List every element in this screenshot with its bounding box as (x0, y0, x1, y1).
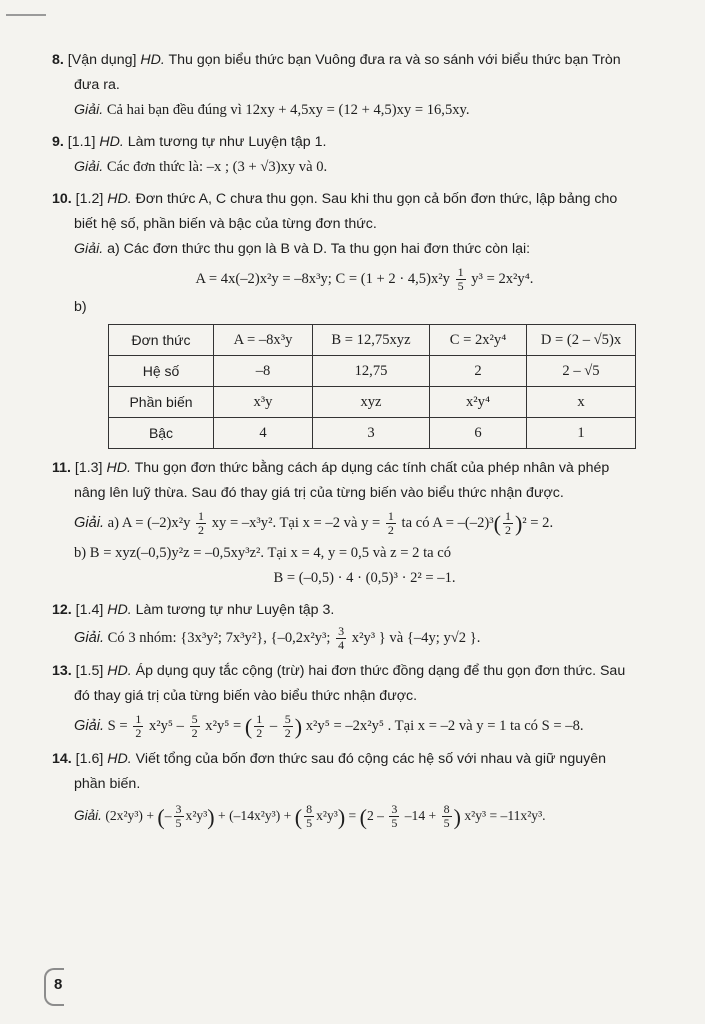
solution-label: Giải. (74, 717, 105, 734)
page-corner-mark (6, 14, 46, 16)
exercise-11: 11. [1.3] HD. Thu gọn đơn thức bằng cách áp dụng các tính chất của phép nhân và phép nâng lên luỹ thừa. Sau đó thay giá trị của từng biến vào biểu thức nhận được. Giải. a) A = (–2)x²y $\frac{1}{2}$ xy = –x³y². Tại x = –2 và y = $\frac{1}{2}$ ta có A = –(–2)³( $\frac{1}{2}$ )² = 2. b) B = xyz(–0,5)y²z = –0,5xy³z². Tại x = 4, y = 0,5 và z = 2 ta có B = (–0,5) · 4 · (0,5)³ · 2² = –1. (52, 456, 677, 591)
formula-a-part3: ta có A = –(–2)³ (397, 514, 494, 531)
solution-text: Có 3 nhóm: {3x³y²; 7x³y²}, {–0,2x²y³; (104, 629, 335, 646)
fraction: $\frac{3}{5}$ (175, 802, 182, 831)
exercise-9 (52, 130, 677, 180)
formula-part: x²y³ = –11x²y³. (460, 808, 546, 823)
fraction: $\frac{1}{5}$ (457, 265, 464, 293)
table-row (109, 387, 636, 418)
hint-text-cont: đưa ra. (74, 77, 120, 93)
formula-part: x²y³ (316, 808, 338, 823)
exercise-tag: [1.3] (70, 460, 107, 476)
table-cell: 2 – √5 (527, 356, 636, 387)
exercise-tag: [Vận dụng] (63, 52, 141, 68)
exercise-tag: [1.6] (71, 751, 108, 767)
formula-part: x²y⁵ – (145, 717, 188, 734)
table-cell: Hệ số (109, 356, 214, 387)
exercise-solutions (52, 48, 677, 837)
exercise-number: 14. (52, 751, 72, 767)
formula-b-line1: b) B = xyz(–0,5)y²z = –0,5xy³z². Tại x = 4, y = 0,5 và z = 2 ta có (74, 545, 452, 561)
table-cell: –8 (214, 356, 313, 387)
table-cell: Phần biến (109, 387, 214, 418)
solution-label: Giải. (74, 159, 104, 175)
table-row (109, 356, 636, 387)
fraction: $\frac{5}{2}$ (284, 712, 291, 740)
solution-text-end: x²y³ } và {–4y; y√2 }. (348, 629, 481, 646)
exercise-number: 11. (52, 460, 71, 476)
part-b-label: b) (74, 299, 87, 315)
table-cell: 2 (430, 356, 527, 387)
solution-label: Giải. (74, 514, 105, 531)
fraction: $\frac{1}{2}$ (198, 509, 205, 537)
table-cell: x²y⁴ (430, 387, 527, 418)
exercise-10 (52, 187, 677, 449)
table-cell: 4 (214, 418, 313, 449)
hint-label: HD. (107, 751, 132, 767)
formula-a-part2: y³ = 2x²y⁴. (467, 270, 534, 287)
fraction: $\frac{5}{2}$ (191, 712, 198, 740)
exercise-12 (52, 598, 677, 652)
fraction: $\frac{1}{2}$ (504, 509, 511, 537)
solution-text: Cả hai bạn đều đúng vì 12xy + 4,5xy = (12 + 4,5)xy = 16,5xy. (103, 102, 470, 118)
table-cell: 3 (313, 418, 430, 449)
formula-part: S = (104, 717, 132, 734)
monomial-table (108, 324, 636, 449)
table-header-row (109, 325, 636, 356)
page-number: 8 (54, 976, 63, 993)
hint-text-cont: biết hệ số, phần biến và bậc của từng đơn thức. (74, 216, 377, 232)
solution-label: Giải. (74, 241, 104, 257)
hint-text: Viết tổng của bốn đơn thức sau đó cộng các hệ số với nhau và giữ nguyên (131, 751, 606, 767)
table-header-cell: C = 2x²y⁴ (430, 325, 527, 356)
formula-part: (2x²y³) + (101, 808, 158, 823)
fraction: $\frac{1}{2}$ (256, 712, 263, 740)
hint-text: Thu gọn biểu thức bạn Vuông đưa ra và so sánh với biểu thức bạn Tròn (164, 52, 621, 68)
table-cell: 6 (430, 418, 527, 449)
formula-a-part2: xy = –x³y². Tại x = –2 và y = (208, 514, 384, 531)
solution-text: a) Các đơn thức thu gọn là B và D. Ta thu gọn hai đơn thức còn lại: (103, 241, 531, 257)
exercise-number: 12. (52, 602, 72, 618)
hint-text: Thu gọn đơn thức bằng cách áp dụng các tính chất của phép nhân và phép (130, 460, 610, 476)
formula-part: + (–14x²y³) + (214, 808, 295, 823)
hint-label: HD. (99, 134, 124, 150)
hint-text: Đơn thức A, C chưa thu gọn. Sau khi thu gọn cả bốn đơn thức, lập bảng cho (131, 191, 618, 207)
formula-a-part1: a) A = (–2)x²y (104, 514, 195, 531)
table-header-cell: B = 12,75xyz (313, 325, 430, 356)
table-cell: 1 (527, 418, 636, 449)
exercise-13: 13. [1.5] HD. Áp dụng quy tắc cộng (trừ) hai đơn thức đồng dạng để thu gọn đơn thức. Sau đó thay giá trị của từng biến vào biểu thức nhận được. Giải. S = $\frac{1}{2}$ x²y⁵ – $\frac{5}{2}$ x²y⁵ = ( $\frac{1}{2}$ – $\frac{5}{2}$ ) x²y⁵ = –2x²y⁵ . Tại x = –2 và y = 1 ta có S = –8. (52, 659, 677, 740)
exercise-number: 8. (52, 52, 64, 68)
hint-text-cont: nâng lên luỹ thừa. Sau đó thay giá trị của từng biến vào biểu thức nhận được. (74, 485, 564, 501)
formula-part: x²y⁵ = –2x²y⁵ . Tại x = –2 và y = 1 ta có S = –8. (302, 717, 584, 734)
exercise-number: 9. (52, 134, 64, 150)
exercise-tag: [1.5] (71, 663, 108, 679)
exercise-number: 13. (52, 663, 72, 679)
table-cell: xyz (313, 387, 430, 418)
hint-label: HD. (106, 460, 131, 476)
fraction: $\frac{8}{5}$ (443, 802, 450, 831)
hint-label: HD. (140, 52, 165, 68)
table-cell: Bậc (109, 418, 214, 449)
formula-part: 2 – (366, 808, 388, 823)
hint-label: HD. (107, 191, 132, 207)
exercise-8 (52, 48, 677, 123)
table-row (109, 418, 636, 449)
fraction: $\frac{3}{4}$ (338, 624, 345, 652)
hint-text: Làm tương tự như Luyện tập 1. (123, 134, 327, 150)
hint-label: HD. (107, 663, 132, 679)
sqrt-expression: √3 (260, 159, 276, 175)
hint-text: Làm tương tự như Luyện tập 3. (131, 602, 335, 618)
solution-label: Giải. (74, 629, 105, 646)
exercise-tag: [1.1] (63, 134, 100, 150)
solution-label: Giải. (74, 102, 104, 118)
table-header-cell: Đơn thức (109, 325, 214, 356)
table-cell: 12,75 (313, 356, 430, 387)
hint-label: HD. (107, 602, 132, 618)
formula-part: = (345, 808, 360, 823)
formula-part: x²y⁵ = (201, 717, 245, 734)
table-header-cell: A = –8x³y (214, 325, 313, 356)
hint-text-cont: đó thay giá trị của từng biến vào biểu thức nhận được. (74, 688, 418, 704)
solution-label: Giải. (74, 808, 102, 823)
hint-text-cont: phần biến. (74, 776, 141, 792)
table-header-cell: D = (2 – √5)x (527, 325, 636, 356)
table-cell: x (527, 387, 636, 418)
table-cell: x³y (214, 387, 313, 418)
formula-b-line2: B = (–0,5) · 4 · (0,5)³ · 2² = –1. (273, 570, 456, 586)
exercise-number: 10. (52, 191, 72, 207)
fraction: $\frac{8}{5}$ (306, 802, 313, 831)
formula-a-part4: ² = 2. (522, 514, 554, 531)
solution-text-end: )xy và 0. (275, 159, 328, 175)
fraction: $\frac{1}{2}$ (135, 712, 142, 740)
hint-text: Áp dụng quy tắc cộng (trừ) hai đơn thức đồng dạng để thu gọn đơn thức. Sau (131, 663, 626, 679)
fraction: $\frac{1}{2}$ (387, 509, 394, 537)
exercise-14: 14. [1.6] HD. Viết tổng của bốn đơn thức sau đó cộng các hệ số với nhau và giữ nguyên phần biến. Giải. (2x²y³) + (– $\frac{3}{5}$ x²y³) + (–14x²y³) + ( $\frac{8}{5}$ x²y³) = (2 – $\frac{3}{5}$ –14 + $\frac{8}{5}$ ) x²y³ = –11x²y³. (52, 747, 677, 830)
formula-part: x²y³ (185, 808, 208, 823)
formula-part: –14 + (401, 808, 440, 823)
formula-a-part1: A = 4x(–2)x²y = –8x³y; C = (1 + 2 · 4,5)x²y (195, 270, 454, 287)
exercise-tag: [1.4] (71, 602, 108, 618)
solution-text: Các đơn thức là: –x ; (3 + (103, 159, 261, 175)
exercise-tag: [1.2] (71, 191, 108, 207)
fraction: $\frac{3}{5}$ (391, 802, 398, 831)
